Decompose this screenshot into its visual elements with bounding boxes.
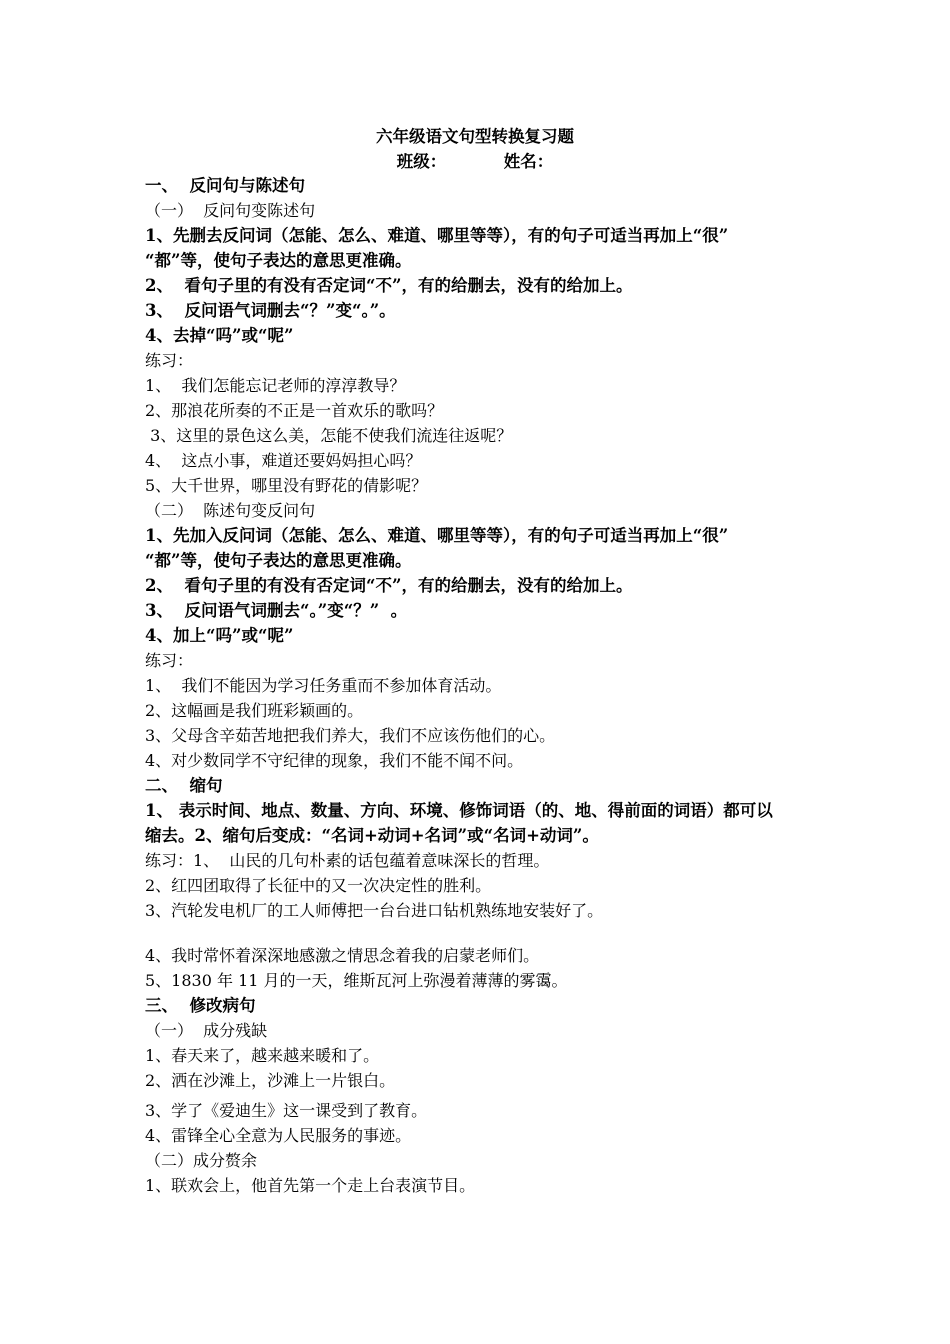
rule-line: “都”等，使句子表达的意思更准确。 xyxy=(145,251,412,270)
rule-line: 3、 反问语气词删去“。”变“？” 。 xyxy=(145,601,408,620)
exercise-item: 2、这幅画是我们班彩颖画的。 xyxy=(145,701,364,720)
exercise-item: 3、学了《爱迪生》这一课受到了教育。 xyxy=(145,1101,428,1120)
exercise-item: 1、春天来了，越来越来暖和了。 xyxy=(145,1046,380,1065)
exercise-item: 2、红四团取得了长征中的又一次决定性的胜利。 xyxy=(145,876,492,895)
rule-line: 4、加上“吗”或“呢” xyxy=(145,626,294,645)
exercise-item: 4、雷锋全心全意为人民服务的事迹。 xyxy=(145,1126,412,1145)
exercise-item: 1、 我们不能因为学习任务重而不参加体育活动。 xyxy=(145,676,502,695)
exercise-label: 练习： xyxy=(145,651,194,670)
rule-line: 1、先删去反问词（怎能、怎么、难道、哪里等等），有的句子可适当再加上“很” xyxy=(145,226,729,245)
rule-line: 2、 看句子里的有没有否定词“不”，有的给删去，没有的给加上。 xyxy=(145,276,633,295)
exercise-item: 3、父母含辛茹苦地把我们养大，我们不应该伤他们的心。 xyxy=(145,726,556,745)
exercise-item: 练习：1、 山民的几句朴素的话包蕴着意味深长的哲理。 xyxy=(145,851,550,870)
subsection-heading: （一） 成分残缺 xyxy=(145,1021,268,1040)
rule-line: 2、 看句子里的有没有否定词“不”，有的给删去，没有的给加上。 xyxy=(145,576,633,595)
exercise-item: 4、 这点小事，难道还要妈妈担心吗？ xyxy=(145,451,422,470)
exercise-item: 5、大千世界，哪里没有野花的倩影呢？ xyxy=(145,476,428,495)
exercise-item: 3、这里的景色这么美，怎能不使我们流连往返呢？ xyxy=(145,426,513,445)
section-heading-3: 三、 修改病句 xyxy=(145,996,256,1015)
subsection-heading: （二） 陈述句变反问句 xyxy=(145,501,316,520)
document-title: 六年级语文句型转换复习题 xyxy=(376,127,574,146)
exercise-item: 2、那浪花所奏的不正是一首欢乐的歌吗？ xyxy=(145,401,444,420)
rule-line: 缩去。2、缩句后变成：“名词+动词+名词”或“名词+动词”。 xyxy=(145,826,599,845)
section-heading-1: 一、 反问句与陈述句 xyxy=(145,176,305,195)
rule-line: 3、 反问语气词删去“？”变“。”。 xyxy=(145,301,396,320)
exercise-item: 1、联欢会上，他首先第一个走上台表演节目。 xyxy=(145,1176,476,1195)
exercise-item: 2、洒在沙滩上，沙滩上一片银白。 xyxy=(145,1071,396,1090)
rule-line: 1、 表示时间、地点、数量、方向、环境、修饰词语（的、地、得前面的词语）都可以 xyxy=(145,801,773,820)
exercise-item: 4、我时常怀着深深地感激之情思念着我的启蒙老师们。 xyxy=(145,946,540,965)
exercise-item: 3、汽轮发电机厂的工人师傅把一台台进口钻机熟练地安装好了。 xyxy=(145,901,604,920)
rule-line: 1、先加入反问词（怎能、怎么、难道、哪里等等），有的句子可适当再加上“很” xyxy=(145,526,729,545)
exercise-item: 1、 我们怎能忘记老师的淳淳教导？ xyxy=(145,376,406,395)
rule-line: “都”等，使句子表达的意思更准确。 xyxy=(145,551,412,570)
subsection-heading: （一） 反问句变陈述句 xyxy=(145,201,316,220)
exercise-item: 5、1830 年 11 月的一天，维斯瓦河上弥漫着薄薄的雾霭。 xyxy=(145,971,568,990)
rule-line: 4、去掉“吗”或“呢” xyxy=(145,326,294,345)
section-heading-2: 二、 缩句 xyxy=(145,776,223,795)
class-name-line: 班级： 姓名： xyxy=(396,152,554,171)
exercise-label: 练习： xyxy=(145,351,194,370)
subsection-heading: （二）成分赘余 xyxy=(145,1151,258,1170)
exercise-item: 4、对少数同学不守纪律的现象，我们不能不闻不问。 xyxy=(145,751,524,770)
